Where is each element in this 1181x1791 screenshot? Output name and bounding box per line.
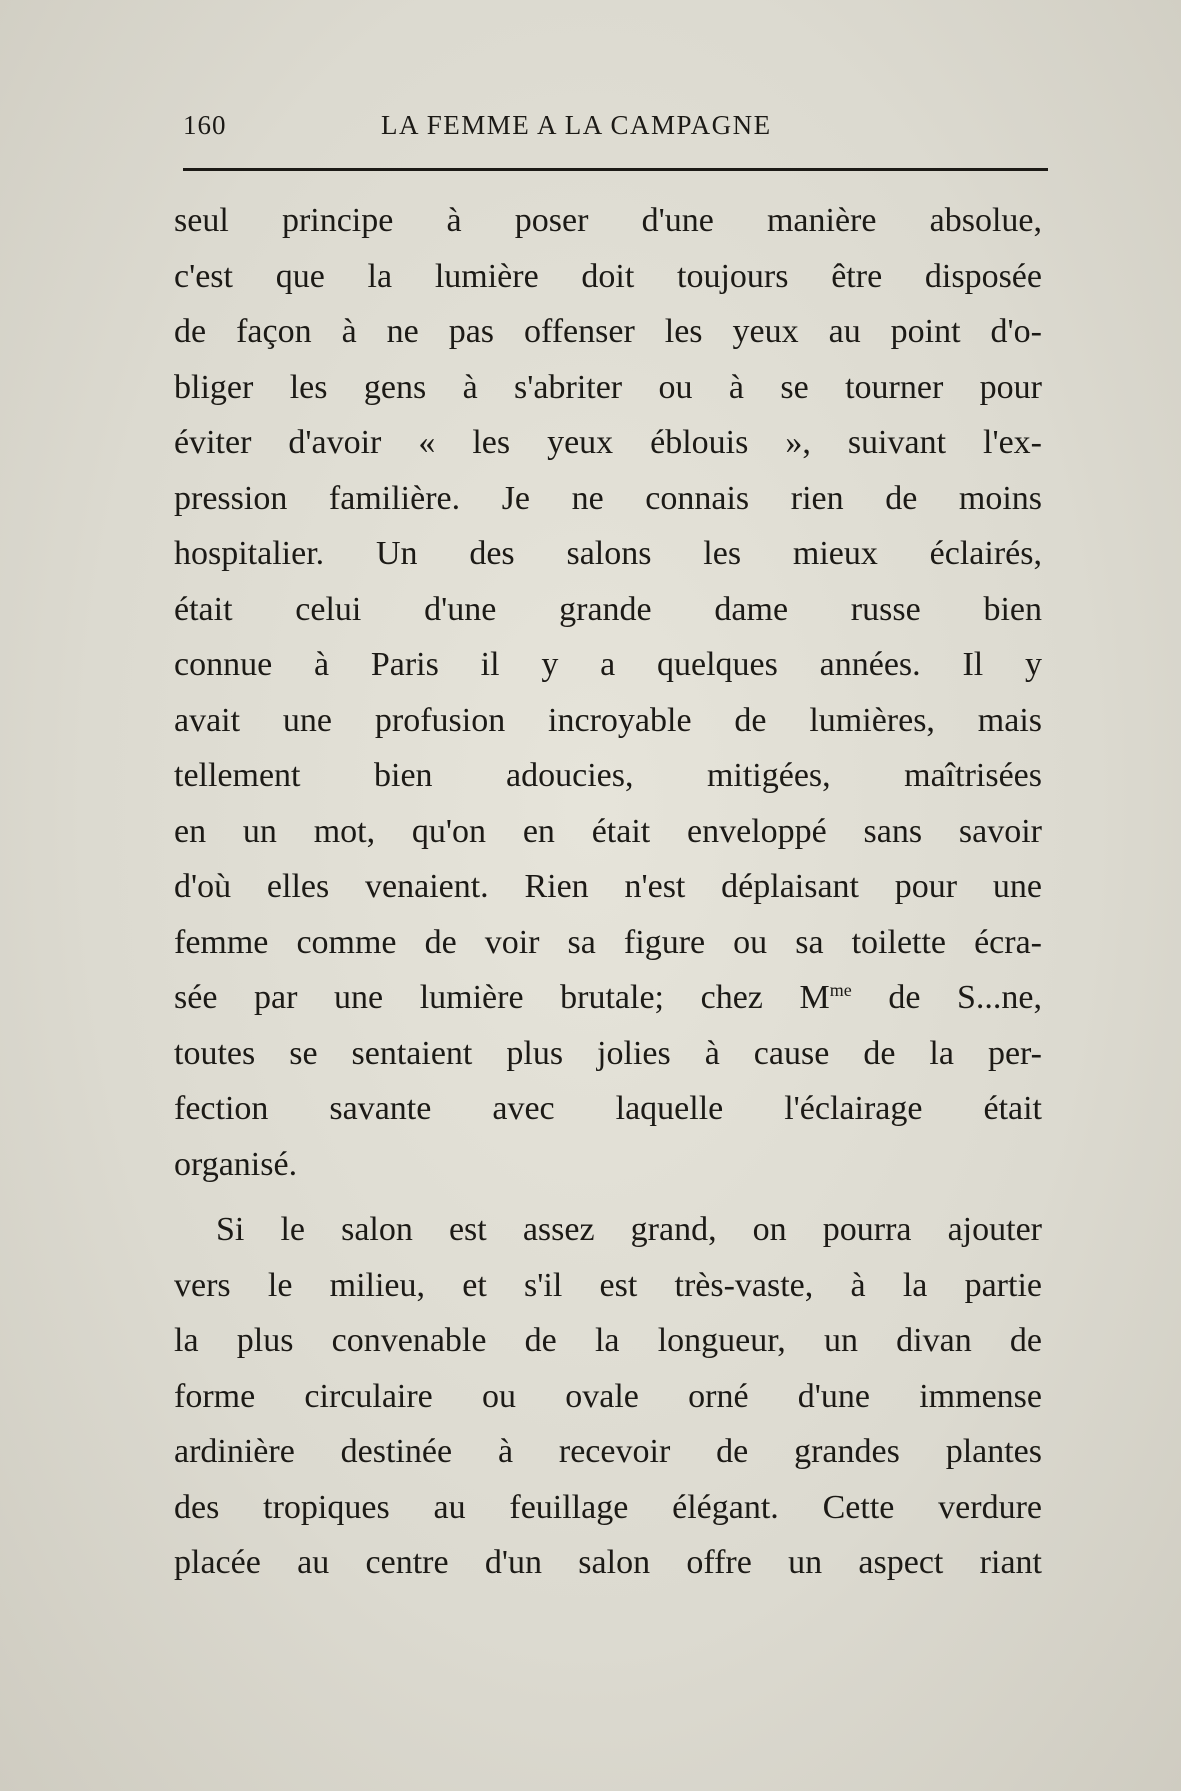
text-line: éviter d'avoir « les yeux éblouis », suivant l'ex- xyxy=(174,424,1042,461)
text-line: la plus convenable de la longueur, un divan de xyxy=(174,1322,1042,1359)
running-head xyxy=(183,110,1051,150)
text-line: hospitalier. Un des salons les mieux éclairés, xyxy=(174,535,1042,572)
text-segment: sée par une lumière brutale; chez M xyxy=(174,979,830,1016)
text-line-with-superscript xyxy=(174,970,1042,1026)
header-rule xyxy=(183,168,1048,171)
text-line: toutes se sentaient plus jolies à cause de la per- xyxy=(174,1034,1042,1072)
text-line: avait une profusion incroyable de lumières, mais xyxy=(174,701,1042,739)
text-line: en un mot, qu'on en était enveloppé sans savoir xyxy=(174,812,1042,850)
text-line: était celui d'une grande dame russe bien xyxy=(174,590,1042,628)
running-title: LA FEMME A LA CAMPAGNE xyxy=(381,110,772,140)
text-line: vers le milieu, et s'il est très-vaste, à la partie xyxy=(174,1266,1042,1304)
text-line: d'où elles venaient. Rien n'est déplaisant pour une xyxy=(174,868,1042,905)
page-number: 160 xyxy=(183,110,227,140)
text-line: Si le salon est assez grand, on pourra ajouter xyxy=(216,1211,1042,1248)
text-line: fection savante avec laquelle l'éclairage était xyxy=(174,1090,1042,1127)
body-text xyxy=(174,193,1042,1591)
text-line: ardinière destinée à recevoir de grandes plantes xyxy=(174,1433,1042,1470)
text-line: connue à Paris il y a quelques années. Il y xyxy=(174,646,1042,683)
text-line: placée au centre d'un salon offre un aspect riant xyxy=(174,1544,1042,1581)
text-line: des tropiques au feuillage élégant. Cette verdure xyxy=(174,1488,1042,1526)
text-line: c'est que la lumière doit toujours être disposée xyxy=(174,257,1042,295)
text-line: de façon à ne pas offenser les yeux au point d'o- xyxy=(174,313,1042,350)
text-line: pression familière. Je ne connais rien de moins xyxy=(174,479,1042,517)
paragraph-gap xyxy=(174,1192,1042,1202)
text-segment: de S...ne, xyxy=(851,979,1043,1016)
text-line: bliger les gens à s'abriter ou à se tourner pour xyxy=(174,368,1042,406)
text-line: femme comme de voir sa figure ou sa toilette écra- xyxy=(174,923,1042,961)
text-line: tellement bien adoucies, mitigées, maîtrisées xyxy=(174,757,1042,794)
text-line: seul principe à poser d'une manière absolue, xyxy=(174,202,1042,239)
text-line: forme circulaire ou ovale orné d'une immense xyxy=(174,1377,1042,1415)
superscript-abbreviation: me xyxy=(829,980,852,1000)
text-line: organisé. xyxy=(174,1145,298,1183)
